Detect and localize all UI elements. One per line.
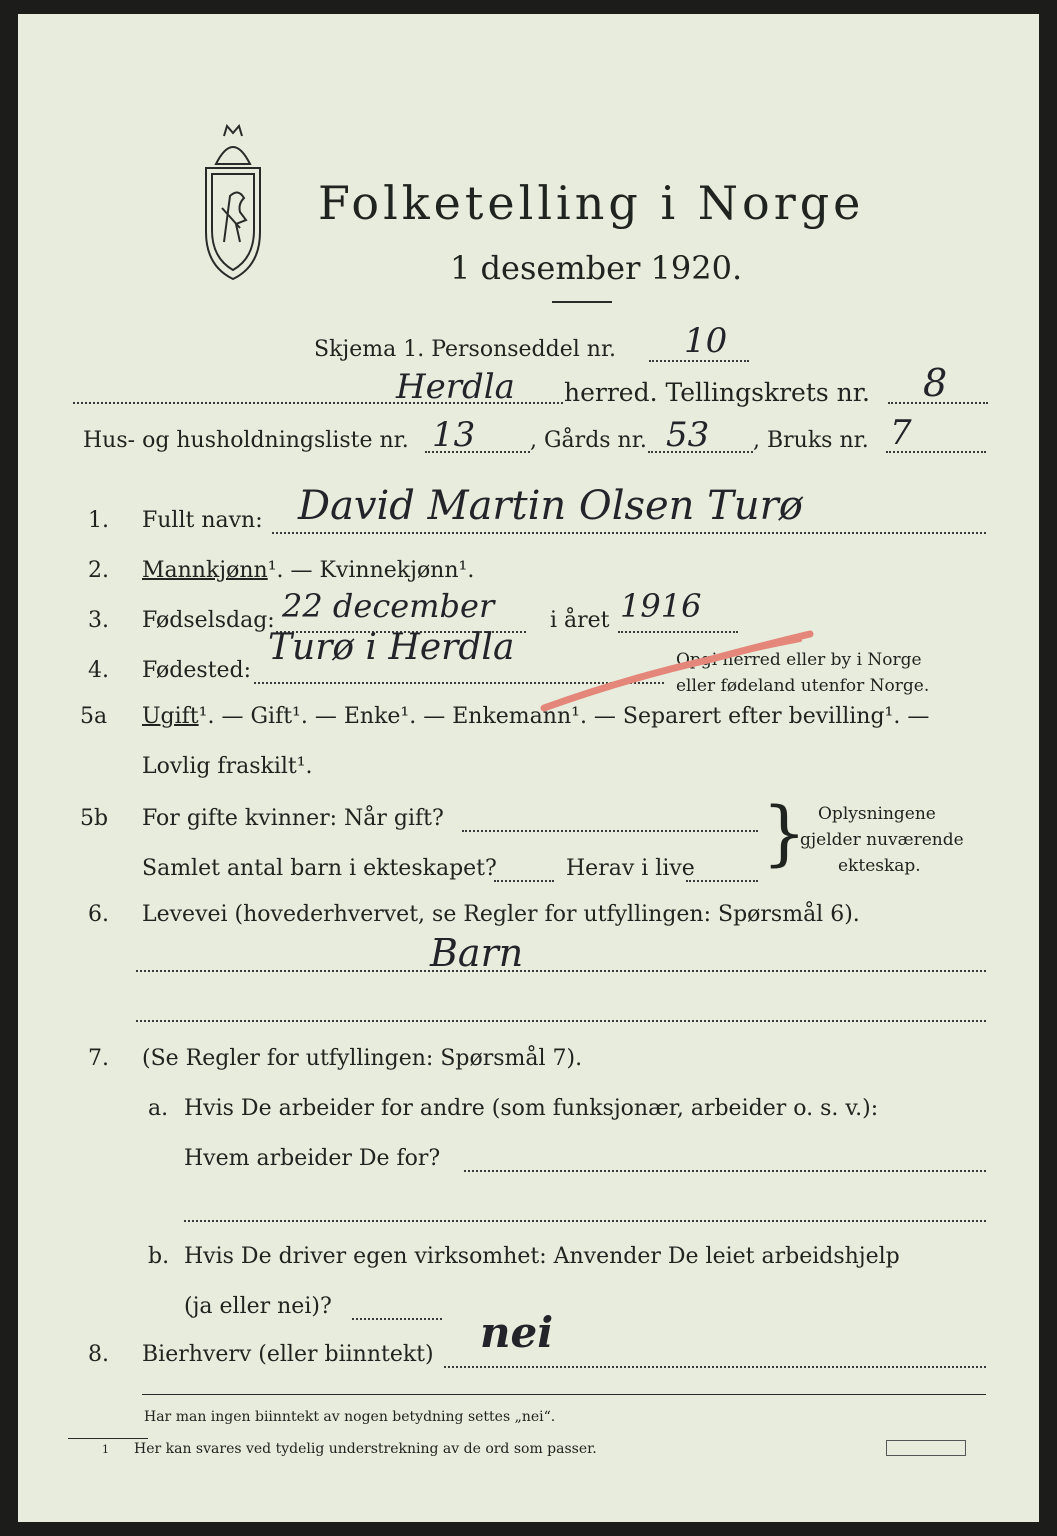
birthplace-note-1: Opgi herred eller by i Norge (676, 650, 922, 670)
q5a-options (142, 706, 929, 728)
q1-label: Fullt navn: (142, 508, 263, 533)
q6-number: 6. (88, 902, 109, 927)
q7a-number: a. (148, 1096, 169, 1121)
herred-label: herred. Tellingskrets nr. (564, 378, 870, 407)
q5b-married-when: For gifte kvinner: Når gift? (142, 806, 444, 831)
hus-no-value[interactable]: 13 (432, 415, 476, 455)
herred-value[interactable]: Herdla (396, 367, 515, 407)
q5b-note-2: gjelder nuværende (800, 830, 964, 850)
occupation-line-2 (136, 1020, 986, 1022)
q7-label: (Se Regler for utfyllingen: Spørsmål 7). (142, 1046, 583, 1071)
footnote-text: Her kan svares ved tydelig understrekning av de ord som passer. (134, 1441, 597, 1457)
q4-number: 4. (88, 658, 109, 683)
bruks-label: , Bruks nr. (753, 428, 869, 453)
employer-line-2 (184, 1220, 986, 1222)
form-title: Folketelling i Norge (318, 176, 865, 230)
children-line (494, 880, 554, 882)
birthplace-value[interactable]: Turø i Herdla (268, 627, 515, 668)
employer-line (464, 1170, 986, 1172)
footer-note: Har man ingen biinntekt av nogen betydning settes „nei“. (144, 1409, 556, 1425)
marital-other-options[interactable]: ¹. — Gift¹. — Enke¹. — Enkemann¹. — Separert efter bevilling¹. — (198, 704, 930, 729)
q7b-text: Hvis De driver egen virksomhet: Anvender De leiet arbeidshjelp (184, 1244, 900, 1269)
q2-options: Mannkjønn¹. — Kvinnekjønn¹. (142, 558, 475, 583)
q1-number: 1. (88, 508, 109, 533)
year-label: i året (550, 608, 610, 633)
hus-label: Hus- og husholdningsliste nr. (83, 428, 409, 453)
gards-label: , Gårds nr. (530, 428, 647, 453)
q7b-number: b. (148, 1244, 170, 1269)
title-divider (552, 301, 612, 303)
person-no-value[interactable]: 10 (684, 321, 728, 361)
q7a-question: Hvem arbeider De for? (184, 1146, 441, 1171)
q6-label: Levevei (hovederhvervet, se Regler for utfyllingen: Spørsmål 6). (142, 902, 860, 927)
female-option[interactable]: Kvinnekjønn¹. (319, 558, 475, 583)
q8-number: 8. (88, 1342, 109, 1367)
q5a-number: 5a (80, 704, 108, 729)
full-name-value[interactable]: David Martin Olsen Turø (298, 483, 803, 529)
census-form (18, 14, 1039, 1522)
q8-divider (142, 1394, 986, 1395)
q3-number: 3. (88, 608, 109, 633)
married-when-line (462, 830, 758, 832)
q7-number: 7. (88, 1046, 109, 1071)
footnote-mark: 1 (102, 1443, 109, 1456)
printer-stamp (886, 1440, 966, 1456)
birthday-value[interactable]: 22 december (282, 587, 495, 625)
q7b-question: (ja eller nei)? (184, 1294, 332, 1319)
q2-number: 2. (88, 558, 109, 583)
q5b-children: Samlet antal barn i ekteskapet? (142, 856, 497, 881)
q5b-number: 5b (80, 806, 109, 831)
census-date: 1 desember 1920. (450, 249, 743, 287)
year-value[interactable]: 1916 (620, 587, 702, 625)
occupation-line-1 (136, 970, 986, 972)
red-pencil-mark (538, 626, 818, 716)
occupation-value[interactable]: Barn (430, 931, 524, 975)
q7a-text: Hvis De arbeider for andre (som funksjonær, arbeider o. s. v.): (184, 1096, 879, 1121)
q8-label: Bierhverv (eller biinntekt) (142, 1342, 434, 1367)
footnote-divider (68, 1438, 148, 1439)
q4-label: Fødested: (142, 658, 252, 683)
ugift-option[interactable]: Ugift (142, 704, 199, 729)
q1-line (272, 532, 986, 534)
q5b-alive: Herav i live (566, 856, 695, 881)
coat-of-arms-icon (194, 124, 272, 284)
hired-help-line (352, 1318, 442, 1320)
male-option[interactable]: Mannkjønn (142, 558, 268, 583)
q5b-brace: } (762, 792, 807, 874)
bruks-no-value[interactable]: 7 (890, 413, 912, 453)
schema-label: Skjema 1. Personseddel nr. (314, 337, 617, 362)
q5b-note-3: ekteskap. (838, 856, 921, 876)
side-income-value[interactable]: nei (480, 1308, 554, 1357)
alive-line (686, 880, 758, 882)
q5a-line2[interactable]: Lovlig fraskilt¹. (142, 754, 313, 779)
birthplace-note-2: eller fødeland utenfor Norge. (676, 676, 930, 696)
krets-no-value[interactable]: 8 (923, 361, 948, 405)
q5b-note-1: Oplysningene (818, 804, 936, 824)
q3-label: Fødselsdag: (142, 608, 275, 633)
gards-no-value[interactable]: 53 (666, 415, 710, 455)
side-income-line (444, 1366, 986, 1368)
